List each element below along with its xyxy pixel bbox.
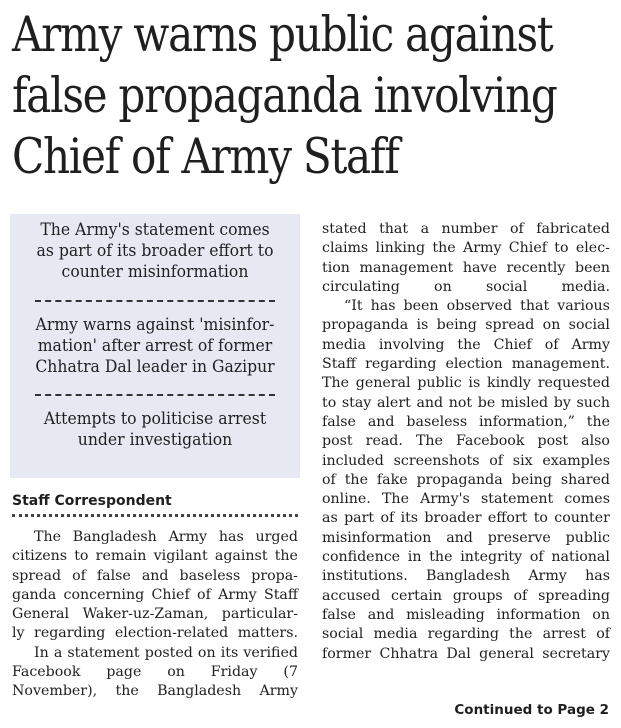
word: on (542, 317, 561, 334)
word: Army's (420, 491, 470, 508)
word: general (479, 645, 534, 662)
word: Chief (508, 240, 547, 257)
text-line (322, 432, 610, 451)
word: page (106, 664, 142, 681)
word: Chief (151, 586, 190, 603)
word: stated (322, 221, 367, 237)
word: Army (571, 336, 610, 353)
article-column-left (12, 528, 298, 702)
word: on (167, 664, 185, 681)
word: been (574, 259, 610, 276)
word: been (403, 298, 439, 315)
word: broader (424, 510, 482, 527)
word: secretary (542, 645, 610, 662)
text-line (322, 394, 610, 413)
word: stay (341, 394, 372, 411)
text-line (322, 548, 610, 567)
word: propaganda (416, 471, 503, 488)
word: its (400, 510, 419, 527)
word: statement (67, 644, 140, 661)
word: screenshots (393, 452, 480, 469)
word: Staff (264, 586, 298, 603)
word: is (468, 375, 481, 392)
word: to (554, 240, 569, 257)
highlight-line: mation' after arrest of former (37, 336, 273, 356)
word: not (448, 394, 473, 411)
word: the (274, 548, 298, 565)
word: of (509, 221, 524, 237)
highlight-line: as part of its broader effort to (36, 241, 274, 261)
word: examples (542, 452, 610, 469)
word: comes (564, 491, 610, 508)
word: has (370, 298, 396, 315)
word: Bangladesh (72, 529, 157, 545)
word: being (436, 317, 477, 334)
dotted-divider (12, 514, 298, 517)
word: remain (95, 548, 147, 565)
word: misinformation (322, 529, 432, 546)
word: accused (322, 587, 381, 604)
word: to (533, 510, 548, 527)
word: false (96, 567, 131, 584)
word: requested (537, 375, 610, 392)
word: information (496, 606, 581, 623)
word: is (416, 317, 429, 334)
word: a (53, 644, 63, 661)
word: The (415, 433, 443, 450)
word: Army (462, 240, 502, 257)
word: and (416, 394, 444, 411)
word: and (446, 529, 473, 546)
headline-line: Army warns public against (12, 6, 553, 63)
text-line (322, 509, 610, 528)
word: media (322, 336, 366, 353)
word: the (457, 336, 481, 353)
word: false (322, 413, 356, 430)
word: citizens (12, 548, 68, 565)
dashed-divider (35, 300, 275, 302)
word: on (592, 606, 610, 623)
word: posted (144, 644, 193, 661)
word: of (197, 586, 211, 603)
word: claims (322, 240, 369, 257)
word: as (322, 510, 338, 527)
text-line (322, 471, 610, 490)
word: in (407, 549, 422, 566)
word: alert (376, 394, 411, 411)
word: such (576, 394, 610, 411)
text-line (12, 663, 298, 682)
word: Chief (493, 336, 532, 353)
word: spreading (538, 587, 610, 604)
highlight-item (22, 409, 289, 451)
word: integrity (460, 549, 523, 566)
text-line (322, 355, 610, 374)
word: Chhatra (379, 645, 439, 662)
word: to (74, 548, 89, 565)
word: linking (375, 240, 426, 257)
word: also (581, 433, 610, 450)
word: online. (322, 491, 371, 508)
text-line (322, 374, 610, 393)
word: management (359, 259, 454, 276)
text-line (12, 644, 298, 663)
word: shared (560, 471, 610, 488)
word: number (441, 221, 498, 237)
word: fake (376, 471, 408, 488)
text-line: circulating on social media. (322, 278, 610, 295)
text-line (12, 567, 298, 586)
word: preserve (487, 529, 551, 546)
word: of (72, 567, 86, 584)
word: that (379, 221, 409, 237)
word: regarding (365, 356, 437, 373)
word: Waker-uz-Zaman, (82, 606, 209, 623)
word: groups (452, 587, 503, 604)
word: baseless (406, 413, 468, 430)
word: have (462, 259, 497, 276)
word: and (367, 413, 395, 430)
highlight-line: Chhatra Dal leader in Gazipur (35, 357, 275, 377)
word: effort (487, 510, 528, 527)
headline-line: false propaganda involving (12, 67, 557, 124)
text-line (322, 645, 610, 664)
word: read. (365, 433, 403, 450)
word: propaganda (322, 317, 409, 334)
word: and (367, 606, 395, 623)
word: has (585, 568, 610, 585)
word: of (380, 510, 395, 527)
word: media (373, 626, 418, 643)
word: propa- (251, 567, 298, 584)
word: the (429, 549, 453, 566)
dashed-divider (35, 394, 275, 396)
text-line (322, 297, 610, 316)
text-line (322, 606, 610, 625)
headline (12, 4, 557, 187)
text-line (322, 413, 610, 432)
word: part (344, 510, 375, 527)
word: and (141, 567, 169, 584)
word: its (220, 644, 239, 661)
word: Friday (210, 664, 258, 681)
word: ganda (12, 586, 57, 603)
word: In (34, 644, 49, 661)
word: included (322, 452, 384, 469)
highlight-line: The Army's statement comes (40, 220, 270, 240)
highlight-item (22, 315, 289, 378)
word: Dal (446, 645, 471, 662)
word: spread (485, 317, 535, 334)
word: tion (322, 259, 350, 276)
text-line (322, 529, 610, 548)
word: General (12, 606, 70, 623)
word: arrest (542, 626, 586, 643)
word: information,” (479, 413, 575, 430)
word: counter (554, 510, 610, 527)
word: general (355, 375, 411, 392)
word: false (322, 606, 356, 623)
text-line (12, 586, 298, 605)
text-line (322, 625, 610, 644)
word: against (214, 548, 268, 565)
word: national (551, 549, 610, 566)
byline: Staff Correspondent (12, 493, 172, 509)
word: public (565, 529, 610, 546)
text-line (322, 336, 610, 355)
word: (7 (283, 664, 298, 681)
word: of (489, 452, 504, 469)
word: Army (218, 586, 257, 603)
text-line (322, 259, 610, 278)
article-column-right (322, 220, 610, 664)
word: the (432, 240, 456, 257)
word: Staff (322, 356, 356, 373)
word: Bangladesh (426, 568, 511, 585)
word: urged (255, 529, 298, 545)
word: misled (500, 394, 549, 411)
word: the (115, 683, 139, 700)
word: November), (12, 683, 98, 700)
word: management. (511, 356, 610, 373)
word: being (511, 471, 552, 488)
word: by (553, 394, 571, 411)
word: the (586, 413, 610, 430)
word: confidence (322, 549, 401, 566)
word: of (322, 471, 336, 488)
word: Army (528, 568, 567, 585)
text-line (322, 567, 610, 586)
text-line (12, 682, 298, 701)
word: statement (480, 491, 554, 508)
word: former (322, 645, 372, 662)
text-line (322, 587, 610, 606)
word: social (322, 626, 364, 643)
word: of (596, 626, 610, 643)
text-line: ly regarding election-related matters. (12, 625, 298, 642)
word: concerning (63, 586, 145, 603)
word: Army (168, 529, 208, 545)
word: The (322, 375, 349, 392)
text-line (322, 490, 610, 509)
highlight-item (22, 220, 289, 283)
word: Facebook (455, 433, 525, 450)
text-line (322, 220, 610, 239)
word: of (513, 587, 528, 604)
word: a (420, 221, 430, 237)
word: of (529, 549, 544, 566)
word: election (445, 356, 503, 373)
word: the (344, 471, 368, 488)
word: recently (506, 259, 566, 276)
word: fabricated (536, 221, 610, 237)
word: particular- (221, 606, 298, 623)
word: misleading (406, 606, 485, 623)
highlights-box (10, 214, 300, 478)
word: various (557, 298, 610, 315)
word: institutions. (322, 568, 408, 585)
highlight-line: under investigation (77, 430, 233, 450)
word: verified (243, 644, 298, 661)
word: that (520, 298, 550, 315)
word: The (34, 529, 61, 545)
word: baseless (179, 567, 241, 584)
word: Bangladesh (157, 683, 242, 700)
word: Army (259, 683, 298, 700)
word: post (537, 433, 569, 450)
text-line (322, 452, 610, 471)
word: of (544, 336, 559, 353)
word: Facebook (12, 664, 81, 681)
highlight-line: Army warns against 'misinfor- (35, 315, 275, 335)
word: elec- (575, 240, 610, 257)
word: observed (446, 298, 513, 315)
highlight-line: Attempts to politicise arrest (43, 409, 267, 429)
text-line (12, 528, 298, 547)
text-line (12, 605, 298, 624)
headline-line: Chief of Army Staff (12, 128, 399, 185)
word: social (568, 317, 610, 334)
continued-note: Continued to Page 2 (454, 702, 609, 718)
word: has (218, 529, 244, 545)
word: The (381, 491, 409, 508)
word: on (197, 644, 216, 661)
word: post (322, 433, 353, 450)
word: certain (391, 587, 443, 604)
highlight-line: counter misinformation (61, 262, 249, 282)
word: vigilant (153, 548, 208, 565)
word: spread (12, 567, 62, 584)
word: six (512, 452, 533, 469)
word: public (417, 375, 462, 392)
text-line (322, 239, 610, 258)
word: involving (378, 336, 445, 353)
word: regarding (427, 626, 499, 643)
word: be (477, 394, 496, 411)
word: the (509, 626, 533, 643)
text-line (322, 316, 610, 335)
word: kindly (487, 375, 531, 392)
text-line (12, 547, 298, 566)
word: “It (344, 298, 363, 315)
word: to (322, 394, 337, 411)
